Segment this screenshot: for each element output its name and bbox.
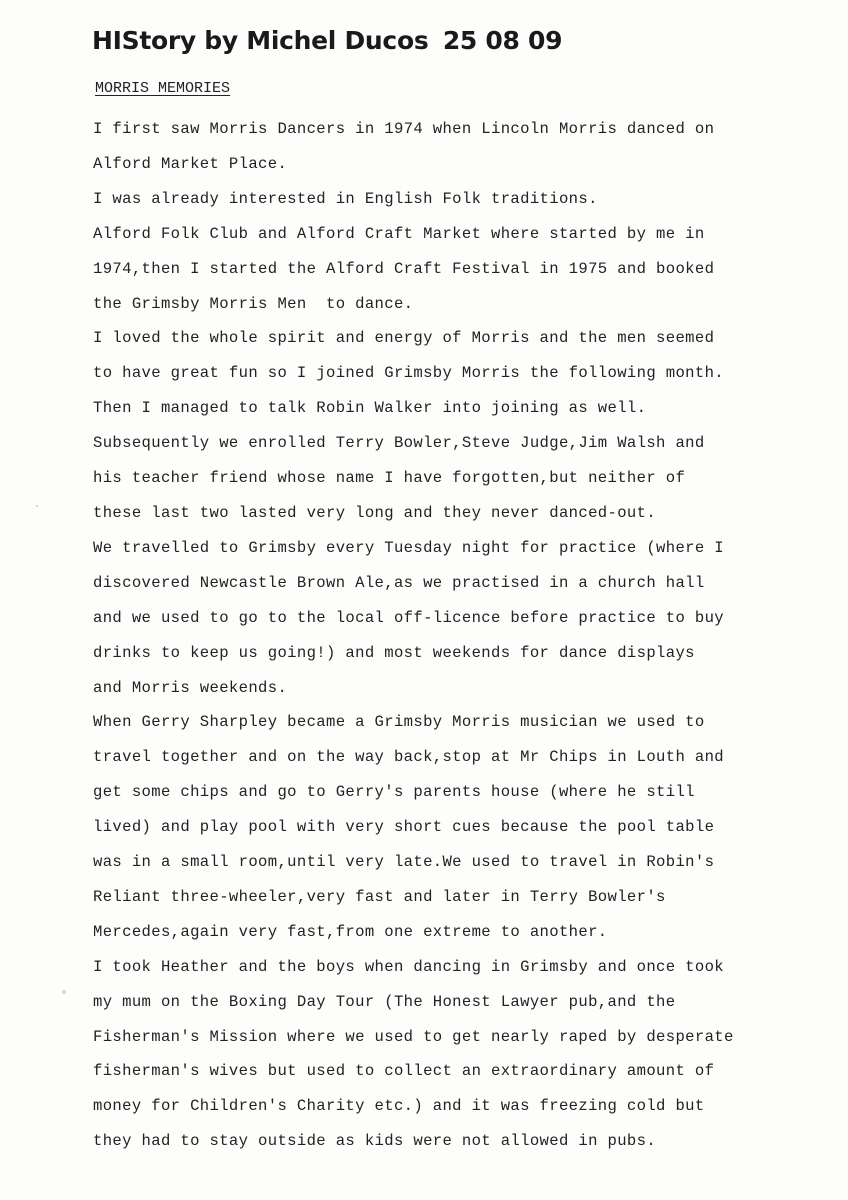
text-line: the Grimsby Morris Men to dance.: [93, 294, 414, 313]
scan-speck: [62, 990, 66, 994]
title-date: 25 08 09: [442, 26, 563, 55]
text-line: Fisherman's Mission where we used to get nearly raped by desperate: [93, 1027, 734, 1046]
text-line: I first saw Morris Dancers in 1974 when Lincoln Morris danced on: [93, 120, 715, 138]
title-text: HIStory by Michel Ducos: [92, 26, 429, 55]
text-line: travel together and on the way back,stop at Mr Chips in Louth and: [93, 748, 725, 767]
text-line: 1974,then I started the Alford Craft Festival in 1975 and booked: [93, 259, 715, 278]
text-line: money for Children's Charity etc.) and it was freezing cold but: [93, 1097, 705, 1116]
document-title: [92, 26, 562, 55]
text-line: was in a small room,until very late.We used to travel in Robin's: [93, 853, 715, 872]
text-line: fisherman's wives but used to collect an extraordinary amount of: [93, 1062, 715, 1081]
text-line: to have great fun so I joined Grimsby Morris the following month.: [93, 364, 725, 383]
text-line: and Morris weekends.: [93, 678, 288, 697]
text-line: his teacher friend whose name I have forgotten,but neither of: [93, 469, 686, 488]
text-line: get some chips and go to Gerry's parents house (where he still: [93, 783, 695, 802]
text-line: I took Heather and the boys when dancing in Grimsby and once took: [93, 957, 725, 976]
text-line: I was already interested in English Folk traditions.: [93, 189, 598, 208]
text-line: Reliant three-wheeler,very fast and later in Terry Bowler's: [93, 887, 666, 906]
text-line: Alford Market Place.: [93, 154, 288, 173]
text-line: Then I managed to talk Robin Walker into joining as well.: [93, 399, 647, 418]
text-line: We travelled to Grimsby every Tuesday night for practice (where I: [93, 538, 725, 557]
text-line: discovered Newcastle Brown Ale,as we practised in a church hall: [93, 573, 705, 592]
scan-speck: [36, 505, 38, 507]
text-line: drinks to keep us going!) and most weekends for dance displays: [93, 643, 695, 662]
text-line: these last two lasted very long and they never danced-out.: [93, 503, 657, 522]
text-line: I loved the whole spirit and energy of Morris and the men seemed: [93, 329, 715, 348]
text-line: they had to stay outside as kids were not allowed in pubs.: [93, 1132, 657, 1151]
text-line: my mum on the Boxing Day Tour (The Honest Lawyer pub,and the: [93, 992, 676, 1011]
body-text: [93, 112, 793, 1159]
text-line: Mercedes,again very fast,from one extreme to another.: [93, 922, 608, 941]
section-heading: MORRIS MEMORIES: [95, 80, 231, 97]
text-line: lived) and play pool with very short cues because the pool table: [93, 818, 715, 837]
text-line: and we used to go to the local off-licence before practice to buy: [93, 608, 725, 627]
text-line: Alford Folk Club and Alford Craft Market where started by me in: [93, 224, 705, 243]
text-line: Subsequently we enrolled Terry Bowler,Steve Judge,Jim Walsh and: [93, 434, 705, 453]
text-line: When Gerry Sharpley became a Grimsby Morris musician we used to: [93, 713, 705, 732]
